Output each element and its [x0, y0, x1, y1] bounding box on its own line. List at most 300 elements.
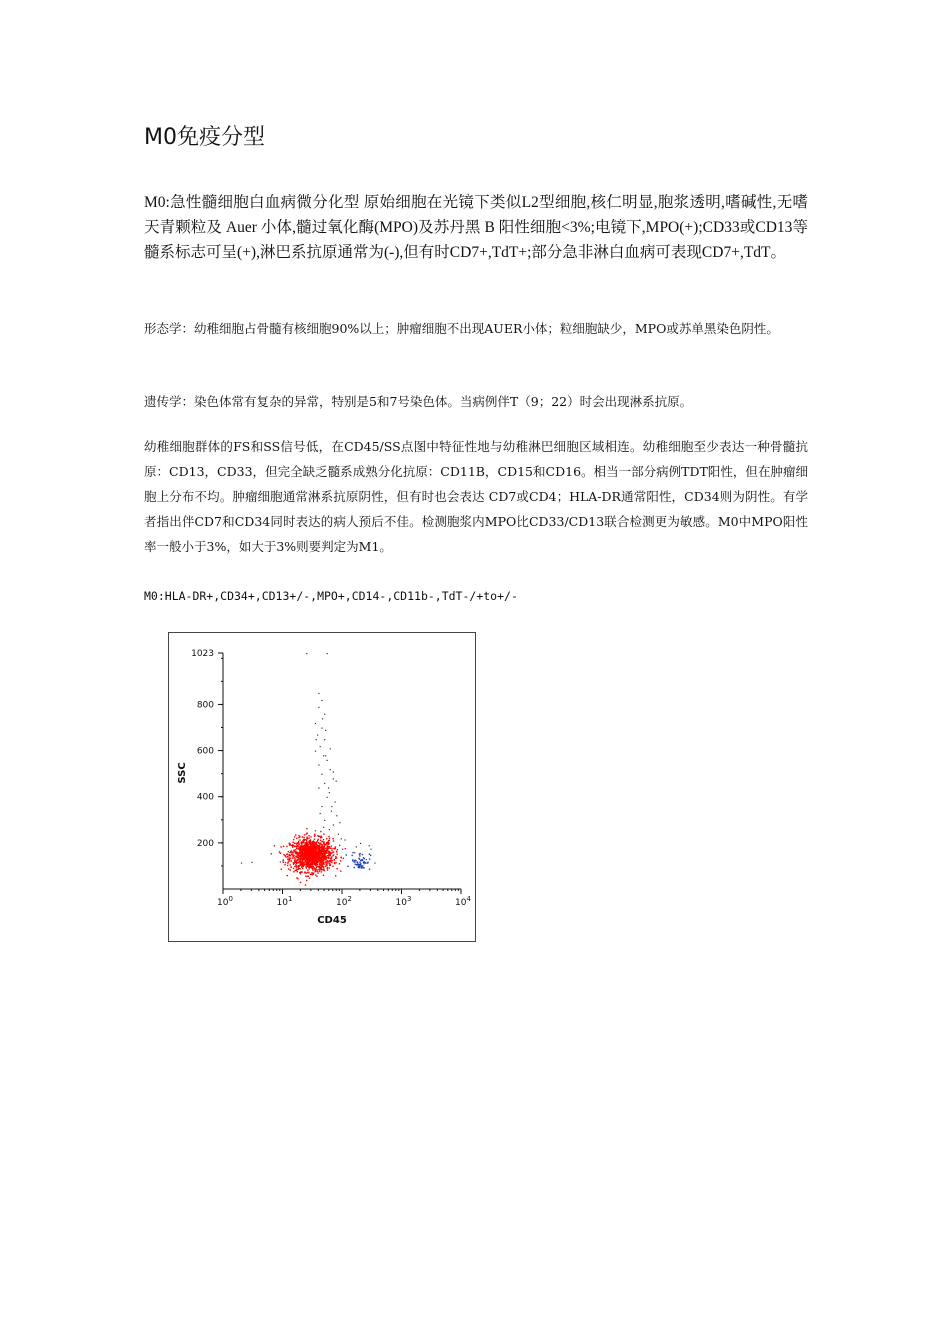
scatter-point	[318, 836, 319, 837]
scatter-point	[300, 855, 301, 856]
scatter-point	[319, 854, 320, 855]
scatter-point	[323, 853, 324, 854]
scatter-point	[324, 820, 325, 821]
scatter-point	[293, 855, 294, 856]
scatter-point	[290, 869, 291, 870]
scatter-point	[296, 846, 297, 847]
scatter-point	[328, 855, 329, 856]
scatter-point	[299, 836, 300, 837]
scatter-point	[318, 845, 319, 846]
scatter-point	[358, 865, 359, 866]
scatter-point	[301, 864, 302, 865]
scatter-point	[306, 653, 307, 654]
scatter-point	[307, 872, 308, 873]
x-tick-exponent: 3	[406, 895, 412, 903]
scatter-point	[355, 864, 356, 865]
scatter-point	[313, 858, 314, 859]
scatter-point	[318, 851, 319, 852]
scatter-point	[369, 869, 370, 870]
y-tick-label: 400	[196, 792, 214, 803]
scatter-point	[308, 844, 309, 845]
scatter-point	[294, 846, 295, 847]
scatter-points	[241, 653, 376, 886]
scatter-point	[310, 836, 311, 837]
scatter-point	[322, 869, 323, 870]
scatter-point	[313, 841, 314, 842]
scatter-point	[314, 855, 315, 856]
scatter-point	[301, 842, 302, 843]
scatter-point	[300, 859, 301, 860]
scatter-point	[283, 854, 284, 855]
scatter-point	[317, 857, 318, 858]
scatter-point	[294, 866, 295, 867]
scatter-point	[313, 847, 314, 848]
scatter-point	[297, 878, 298, 879]
scatter-point	[271, 853, 272, 854]
scatter-point	[317, 872, 318, 873]
scatter-point	[315, 867, 316, 868]
scatter-point	[321, 774, 322, 775]
scatter-point	[325, 852, 326, 853]
scatter-point	[319, 852, 320, 853]
scatter-point	[315, 751, 316, 752]
scatter-point	[327, 849, 328, 850]
scatter-point	[316, 842, 317, 843]
scatter-point	[285, 856, 286, 857]
scatter-point	[335, 875, 336, 876]
scatter-point	[283, 860, 284, 861]
scatter-point	[284, 864, 285, 865]
scatter-point	[328, 856, 329, 857]
scatter-point	[327, 868, 328, 869]
scatter-point	[304, 834, 305, 835]
scatter-point	[294, 836, 295, 837]
scatter-point	[311, 849, 312, 850]
scatter-point	[302, 845, 303, 846]
scatter-point	[318, 764, 319, 765]
immunophenotype-detail-paragraph: 幼稚细胞群体的FS和SS信号低，在CD45/SS点图中特征性地与幼稚淋巴细胞区域相连。幼稚细胞至少表达一种骨髓抗原：CD13，CD33，但完全缺乏髓系成熟分化抗原：CD11B，CD15和CD16。相当一部分病例TDT阳性，但在肿瘤细胞上分布不均。肿瘤细胞通常淋系抗原阴性，但有时也会表达 CD7或CD4；HLA-DR通常阳性，CD34则为阴性。有学者指出伴CD7和CD34同时表达的病人预后不佳。检测胞浆内MPO比CD33/CD13联合检测更为敏感。M0中MPO阳性率一般小于3%，如大于3%则要判定为M1。	[144, 439, 808, 554]
scatter-point	[302, 868, 303, 869]
scatter-point	[306, 840, 307, 841]
scatter-point	[315, 861, 316, 862]
scatter-point	[297, 857, 298, 858]
scatter-point	[331, 850, 332, 851]
phenotype-summary-line: M0:HLA-DR+,CD34+,CD13+/-,MPO+,CD14-,CD11b-,TdT-/+to+/-	[144, 589, 518, 603]
scatter-point	[307, 863, 308, 864]
scatter-point	[306, 848, 307, 849]
scatter-point	[314, 845, 315, 846]
scatter-point	[320, 840, 321, 841]
scatter-point	[291, 854, 292, 855]
scatter-point	[274, 845, 275, 846]
scatter-point	[296, 867, 297, 868]
scatter-point	[339, 822, 340, 823]
scatter-point	[287, 875, 288, 876]
scatter-point	[370, 849, 371, 850]
scatter-point	[328, 836, 329, 837]
scatter-point	[316, 854, 317, 855]
scatter-point	[318, 707, 319, 708]
scatter-point	[314, 848, 315, 849]
scatter-point	[333, 778, 334, 779]
scatter-point	[302, 860, 303, 861]
scatter-point	[362, 854, 363, 855]
scatter-point	[323, 846, 324, 847]
scatter-point	[314, 857, 315, 858]
scatter-point	[311, 874, 312, 875]
scatter-point	[321, 846, 322, 847]
scatter-point	[280, 861, 281, 862]
scatter-point	[298, 841, 299, 842]
scatter-point	[356, 864, 357, 865]
scatter-point	[317, 844, 318, 845]
scatter-point	[308, 847, 309, 848]
scatter-point	[299, 849, 300, 850]
scatter-point	[316, 848, 317, 849]
scatter-point	[306, 833, 307, 834]
scatter-point	[295, 856, 296, 857]
scatter-point	[288, 868, 289, 869]
x-tick-exponent: 0	[228, 895, 233, 903]
scatter-point	[291, 852, 292, 853]
scatter-point	[332, 860, 333, 861]
scatter-point	[306, 860, 307, 861]
scatter-point	[294, 857, 295, 858]
scatter-point	[296, 852, 297, 853]
scatter-point	[306, 867, 307, 868]
scatter-point	[312, 850, 313, 851]
scatter-point	[293, 864, 294, 865]
scatter-point	[301, 871, 302, 872]
scatter-point	[333, 824, 334, 825]
scatter-point	[308, 860, 309, 861]
scatter-point	[362, 865, 363, 866]
scatter-point	[305, 876, 306, 877]
scatter-point	[280, 853, 281, 854]
scatter-point	[280, 846, 281, 847]
scatter-point	[304, 853, 305, 854]
scatter-point	[328, 867, 329, 868]
scatter-point	[319, 860, 320, 861]
scatter-point	[318, 847, 319, 848]
scatter-point	[356, 861, 357, 862]
scatter-point	[320, 843, 321, 844]
scatter-point	[305, 863, 306, 864]
scatter-point	[306, 880, 307, 881]
scatter-point	[304, 857, 305, 858]
scatter-point	[311, 866, 312, 867]
scatter-point	[327, 797, 328, 798]
scatter-point	[369, 853, 370, 854]
scatter-point	[308, 837, 309, 838]
scatter-point	[319, 843, 320, 844]
scatter-point	[328, 842, 329, 843]
x-tick-label: $10^1$	[276, 895, 293, 908]
scatter-point	[312, 842, 313, 843]
scatter-point	[335, 856, 336, 857]
scatter-point	[329, 792, 330, 793]
scatter-point	[297, 871, 298, 872]
scatter-point	[290, 855, 291, 856]
scatter-point	[299, 847, 300, 848]
scatter-point	[322, 855, 323, 856]
scatter-point	[324, 739, 325, 740]
scatter-point	[323, 841, 324, 842]
scatter-point	[311, 862, 312, 863]
scatter-point	[315, 850, 316, 851]
scatter-point	[324, 714, 325, 715]
scatter-point	[322, 718, 323, 719]
scatter-point	[369, 858, 370, 859]
scatter-point	[297, 853, 298, 854]
scatter-point	[325, 730, 326, 731]
scatter-point	[311, 859, 312, 860]
scatter-point	[289, 843, 290, 844]
scatter-point	[303, 862, 304, 863]
scatter-point	[323, 857, 324, 858]
scatter-point	[321, 871, 322, 872]
scatter-point	[332, 851, 333, 852]
scatter-point	[341, 838, 342, 839]
scatter-point	[364, 858, 365, 859]
scatter-point	[294, 851, 295, 852]
scatter-point	[322, 850, 323, 851]
scatter-point	[297, 860, 298, 861]
scatter-point	[318, 866, 319, 867]
axis-labels	[177, 649, 471, 926]
scatter-point	[293, 842, 294, 843]
scatter-point	[307, 876, 308, 877]
scatter-point	[331, 845, 332, 846]
scatter-point	[335, 848, 336, 849]
scatter-point	[287, 856, 288, 857]
scatter-point	[321, 728, 322, 729]
scatter-point	[304, 851, 305, 852]
scatter-point	[329, 829, 330, 830]
scatter-point	[327, 653, 328, 654]
scatter-point	[325, 864, 326, 865]
scatter-point	[323, 861, 324, 862]
scatter-point	[287, 865, 288, 866]
scatter-point	[303, 849, 304, 850]
scatter-point	[370, 855, 371, 856]
scatter-point	[312, 857, 313, 858]
scatter-point	[314, 834, 315, 835]
scatter-point	[329, 838, 330, 839]
scatter-point	[304, 860, 305, 861]
scatter-point	[293, 871, 294, 872]
scatter-point	[306, 828, 307, 829]
scatter-point	[307, 869, 308, 870]
scatter-point	[326, 843, 327, 844]
scatter-point	[361, 859, 362, 860]
scatter-point	[329, 863, 330, 864]
scatter-point	[323, 839, 324, 840]
scatter-point	[305, 855, 306, 856]
scatter-point	[306, 866, 307, 867]
scatter-point	[321, 844, 322, 845]
scatter-point	[330, 769, 331, 770]
scatter-point	[286, 846, 287, 847]
scatter-point	[303, 837, 304, 838]
scatter-point	[251, 862, 252, 863]
scatter-point	[358, 867, 359, 868]
scatter-point	[325, 866, 326, 867]
scatter-point	[319, 871, 320, 872]
scatter-point	[328, 858, 329, 859]
scatter-point	[307, 854, 308, 855]
scatter-point	[344, 839, 345, 840]
scatter-point	[346, 854, 347, 855]
scatter-point	[326, 860, 327, 861]
scatter-point	[359, 853, 360, 854]
scatter-point	[287, 862, 288, 863]
scatter-point	[307, 842, 308, 843]
scatter-point	[306, 843, 307, 844]
scatter-point	[323, 833, 324, 834]
scatter-point	[336, 781, 337, 782]
scatter-point	[313, 872, 314, 873]
scatter-point	[292, 846, 293, 847]
scatter-point	[320, 746, 321, 747]
scatter-point	[329, 847, 330, 848]
scatter-point	[330, 860, 331, 861]
scatter-point	[354, 867, 355, 868]
y-tick-label: 1023	[191, 649, 214, 659]
scatter-point	[366, 859, 367, 860]
scatter-point	[320, 859, 321, 860]
scatter-point	[316, 876, 317, 877]
scatter-point	[337, 849, 338, 850]
scatter-point	[299, 839, 300, 840]
scatter-point	[326, 862, 327, 863]
scatter-point	[301, 866, 302, 867]
scatter-point	[295, 860, 296, 861]
scatter-point	[312, 855, 313, 856]
scatter-point	[333, 840, 334, 841]
scatter-point	[296, 848, 297, 849]
scatter-point	[339, 863, 340, 864]
scatter-point	[329, 840, 330, 841]
scatter-point	[305, 844, 306, 845]
scatter-point	[319, 862, 320, 863]
morphology-paragraph: 形态学：幼稚细胞占骨髓有核细胞90%以上；肿瘤细胞不出现AUER小体；粒细胞缺少，MPO或苏单黑染色阴性。	[144, 321, 779, 336]
scatter-point	[302, 842, 303, 843]
scatter-point	[330, 748, 331, 749]
scatter-point	[327, 845, 328, 846]
scatter-point	[336, 868, 337, 869]
scatter-point	[299, 872, 300, 873]
scatter-point	[326, 857, 327, 858]
scatter-point	[285, 862, 286, 863]
scatter-svg	[169, 633, 475, 941]
scatter-point	[320, 868, 321, 869]
scatter-point	[320, 813, 321, 814]
scatter-point	[289, 860, 290, 861]
scatter-point	[315, 830, 316, 831]
scatter-point	[336, 815, 337, 816]
scatter-point	[345, 848, 346, 849]
scatter-point	[335, 846, 336, 847]
scatter-point	[310, 839, 311, 840]
scatter-point	[354, 852, 355, 853]
scatter-point	[335, 862, 336, 863]
scatter-point	[323, 843, 324, 844]
scatter-point	[334, 859, 335, 860]
scatter-point	[356, 846, 357, 847]
scatter-point	[360, 843, 361, 844]
scatter-point	[289, 844, 290, 845]
scatter-point	[305, 884, 306, 885]
scatter-point	[288, 851, 289, 852]
scatter-point	[298, 859, 299, 860]
scatter-point	[301, 851, 302, 852]
scatter-point	[340, 870, 341, 871]
scatter-point	[310, 844, 311, 845]
scatter-point	[367, 862, 368, 863]
scatter-point	[315, 874, 316, 875]
scatter-point	[334, 863, 335, 864]
scatter-point	[308, 861, 309, 862]
scatter-point	[283, 846, 284, 847]
scatter-point	[308, 858, 309, 859]
scatter-point	[308, 835, 309, 836]
scatter-point	[340, 860, 341, 861]
scatter-point	[304, 848, 305, 849]
scatter-point	[329, 851, 330, 852]
scatter-point	[292, 857, 293, 858]
scatter-point	[331, 811, 332, 812]
scatter-point	[364, 861, 365, 862]
scatter-point	[291, 860, 292, 861]
scatter-point	[347, 866, 348, 867]
scatter-point	[324, 783, 325, 784]
scatter-point	[319, 869, 320, 870]
scatter-point	[299, 864, 300, 865]
scatter-point	[309, 877, 310, 878]
scatter-point	[296, 838, 297, 839]
scatter-point	[287, 858, 288, 859]
scatter-point	[316, 871, 317, 872]
scatter-point	[328, 844, 329, 845]
scatter-point	[289, 852, 290, 853]
x-tick-exponent: 4	[466, 895, 471, 903]
scatter-point	[298, 835, 299, 836]
scatter-point	[318, 856, 319, 857]
scatter-point	[316, 853, 317, 854]
scatter-point	[296, 866, 297, 867]
scatter-point	[323, 875, 324, 876]
scatter-point	[329, 860, 330, 861]
scatter-point	[359, 855, 360, 856]
scatter-point	[297, 869, 298, 870]
scatter-point	[352, 852, 353, 853]
scatter-point	[312, 853, 313, 854]
scatter-point	[359, 862, 360, 863]
scatter-point	[297, 855, 298, 856]
scatter-point	[318, 693, 319, 694]
scatter-point	[309, 853, 310, 854]
scatter-point	[300, 853, 301, 854]
scatter-point	[298, 843, 299, 844]
x-axis-title: CD45	[317, 915, 347, 926]
scatter-point	[292, 845, 293, 846]
chart-axes	[218, 653, 461, 894]
scatter-point	[327, 760, 328, 761]
scatter-point	[308, 864, 309, 865]
y-axis-title: SSC	[177, 762, 188, 784]
scatter-point	[309, 868, 310, 869]
